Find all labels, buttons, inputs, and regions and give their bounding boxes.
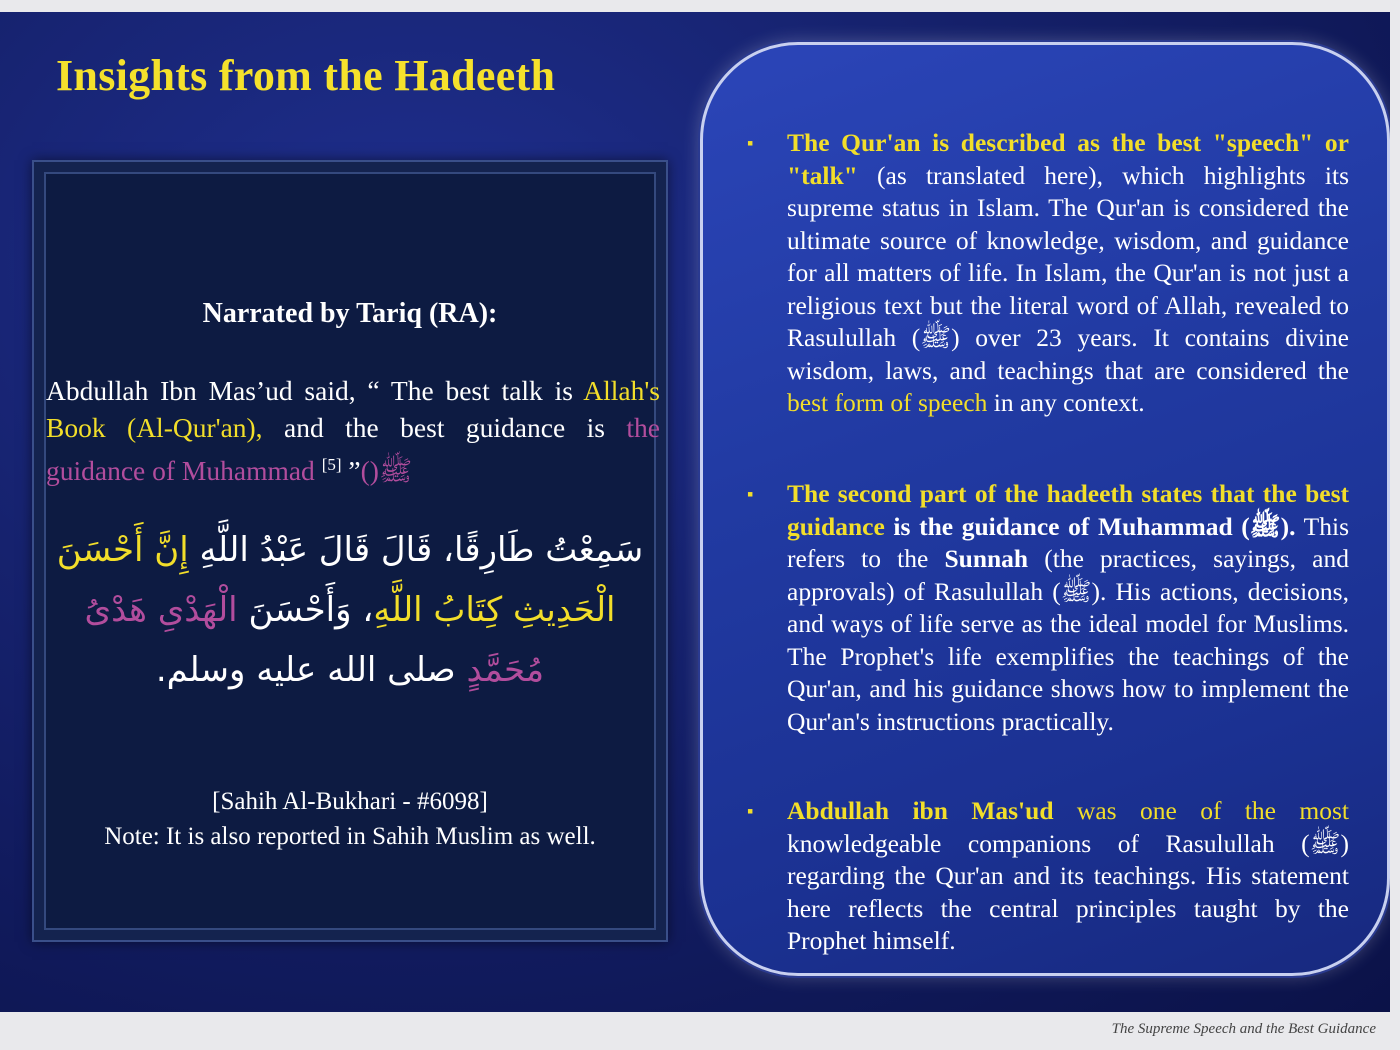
source-note: Note: It is also reported in Sahih Muslim as well.: [104, 823, 596, 850]
hadith-panel: [32, 160, 668, 942]
hadith-en-part2: and the best guidance is: [262, 412, 627, 443]
hadith-en-guidance: the guidance of Muhammad ﷺ(): [46, 412, 660, 487]
insight-2: [747, 478, 1349, 738]
insight-3-lead: Abdullah ibn Mas'ud: [787, 796, 1054, 825]
insight-1-text: (as translated here), which highlights its supreme status in Islam. The Qur'an is considered the ultimate source of knowledge, wisdom, and guidance for all matters of life. In Islam, the Qur'an is not just a religious text but the literal word of Allah, revealed to Rasulullah (ﷺ) over 23 years. It contains divine wisdom, laws, and teachings that are considered the: [787, 160, 1349, 385]
narrator-heading: Narrated by Tariq (RA):: [202, 298, 498, 329]
insight-1-highlight: best form of speech: [787, 388, 988, 417]
hadith-ar-3: ، وَأَحْسَنَ: [237, 590, 374, 630]
bullet-icon: ▪: [747, 801, 754, 821]
insight-2-text2: (the practices, sayings, and approvals) of Rasulullah (ﷺ). His actions, decisions, and ways of life serve as the ideal model for Muslims. The Prophet's life exemplifies the teachings of the Qur'an, and his guidance shows how to implement the Qur'an's instructions practically.: [787, 544, 1349, 736]
insight-3-was: was one of the most: [1053, 796, 1349, 825]
hadith-reference: [5]: [321, 455, 342, 474]
hadith-en-book: Allah's Book (Al-Qur'an),: [46, 375, 660, 443]
insight-2-lead: The second part of the hadeeth states that the best guidance: [787, 479, 1349, 541]
bullet-icon: ▪: [747, 484, 754, 504]
source-citation: [34, 784, 666, 854]
insight-1-lead: The Qur'an is described as the best "speech" or "talk": [787, 128, 1349, 190]
bullet-icon: ▪: [747, 133, 754, 153]
footer-caption: The Supreme Speech and the Best Guidance: [1111, 1021, 1376, 1037]
insight-2-bold: is the guidance of Muhammad (ﷺ).: [884, 511, 1296, 541]
insights-panel: [700, 42, 1390, 976]
insight-2-sunnah: Sunnah: [944, 544, 1029, 573]
hadith-en-part1: Abdullah Ibn Mas’ud said, “ The best talk is: [46, 375, 584, 406]
insight-1: [747, 127, 1349, 420]
hadith-english-text: [46, 372, 660, 489]
insight-2-text: This refers to the: [787, 511, 1349, 573]
page-title: Insights from the Hadeeth: [56, 51, 556, 100]
insight-3: [747, 795, 1349, 958]
hadith-ar-2: إِنَّ أَحْسَنَ الْحَدِيثِ كِتَابُ اللَّهِ: [56, 530, 616, 630]
hadith-arabic-text: [54, 520, 646, 700]
insight-1-text2: in any context.: [987, 388, 1145, 417]
hadith-ar-1: سَمِعْتُ طَارِقًا، قَالَ قَالَ عَبْدُ اللَّهِ: [188, 530, 644, 570]
hadith-ar-5: صلى الله عليه وسلم.: [155, 650, 467, 690]
source-reference: [Sahih Al-Bukhari - #6098]: [212, 788, 488, 815]
hadith-en-part3: ”: [341, 455, 361, 487]
insight-3-text: knowledgeable companions of Rasulullah (ﷺ) regarding the Qur'an and its teachings. His statement here reflects the central principles taught by the Prophet himself.: [787, 828, 1349, 955]
slide: [0, 12, 1390, 1012]
hadith-ar-4: الْهَدْىِ هَدْىُ مُحَمَّدٍ: [84, 590, 545, 690]
